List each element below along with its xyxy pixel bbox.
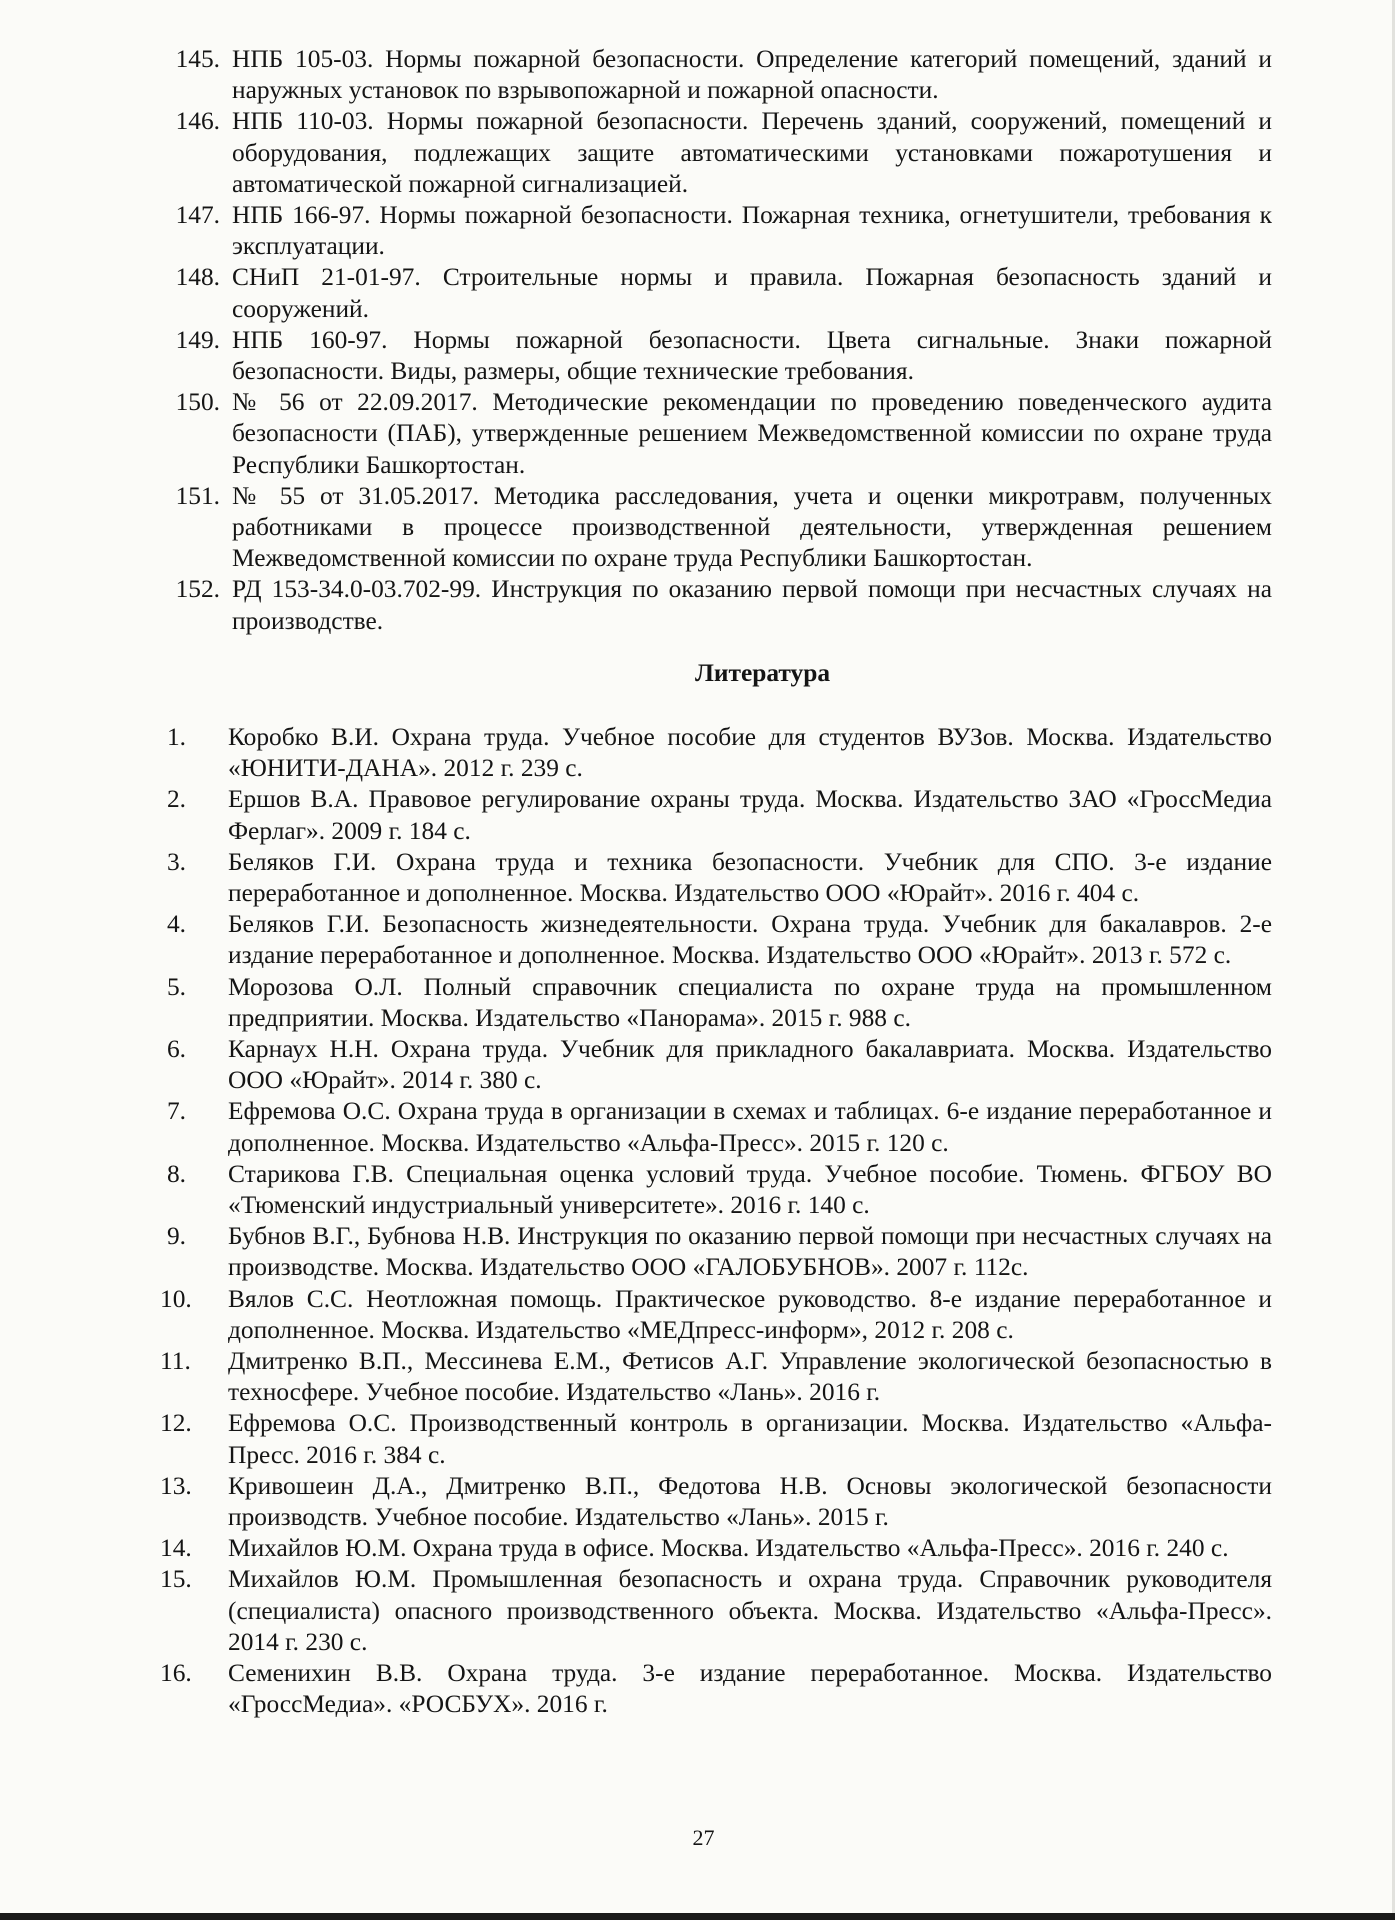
list-item	[160, 909, 1272, 971]
item-text: Семенихин В.В. Охрана труда. 3-е издание переработанное. Москва. Издательство «ГроссМедиа». «РОСБУХ». 2016 г.	[228, 1659, 1272, 1719]
item-number: 151.	[175, 481, 220, 510]
item-text: Ефремова О.С. Охрана труда в организации в схемах и таблицах. 6-е издание переработанное и дополненное. Москва. Издательство «Альфа-Пресс». 2015 г. 120 с.	[228, 1097, 1272, 1157]
list-item	[160, 1221, 1272, 1283]
item-text: Ефремова О.С. Производственный контроль в организации. Москва. Издательство «Альфа-Пресс. 2016 г. 384 с.	[228, 1409, 1272, 1469]
item-number: 3.	[166, 847, 186, 876]
item-text: Карнаух Н.Н. Охрана труда. Учебник для прикладного бакалавриата. Москва. Издательство ООО «Юрайт». 2014 г. 380 с.	[228, 1035, 1272, 1095]
item-number: 12.	[160, 1409, 192, 1438]
list-item	[160, 972, 1272, 1034]
list-item	[160, 1284, 1272, 1346]
item-text: Бубнов В.Г., Бубнова Н.В. Инструкция по оказанию первой помощи при несчастных случаях на производстве. Москва. Издательство ООО «ГАЛОБУБНОВ». 2007 г. 112с.	[228, 1222, 1272, 1282]
item-text: НПБ 105-03. Нормы пожарной безопасности. Определение категорий помещений, зданий и наружных установок по взрывопожарной и пожарной опасности.	[232, 45, 1272, 105]
norms-list	[160, 44, 1272, 637]
scan-edge-bottom	[0, 1913, 1395, 1920]
item-text: Беляков Г.И. Безопасность жизнедеятельности. Охрана труда. Учебник для бакалавров. 2-е издание переработанное и дополненное. Москва. Издательство ООО «Юрайт». 2013 г. 572 с.	[228, 910, 1272, 970]
item-text: РД 153-34.0-03.702-99. Инструкция по оказанию первой помощи при несчастных случаях на производстве.	[232, 575, 1272, 635]
item-text: Коробко В.И. Охрана труда. Учебное пособие для студентов ВУЗов. Москва. Издательство «ЮНИТИ-ДАНА». 2012 г. 239 с.	[228, 723, 1272, 783]
item-number: 2.	[166, 785, 186, 814]
literature-list	[160, 722, 1272, 1721]
item-number: 8.	[166, 1159, 186, 1188]
list-item	[160, 1408, 1272, 1470]
item-number: 4.	[166, 910, 186, 939]
item-number: 149.	[175, 325, 220, 354]
list-item	[160, 574, 1272, 636]
item-number: 146.	[175, 107, 220, 136]
list-item	[160, 481, 1272, 575]
list-item	[160, 1159, 1272, 1221]
item-text: № 56 от 22.09.2017. Методические рекомендации по проведению поведенческого аудита безопасности (ПАБ), утвержденные решением Межведомственной комиссии по охране труда Республики Башкортостан.	[232, 388, 1272, 479]
item-number: 148.	[175, 263, 220, 292]
list-item	[160, 387, 1272, 481]
item-number: 1.	[166, 723, 186, 751]
list-item	[160, 1533, 1272, 1564]
list-item	[160, 44, 1272, 106]
item-number: 5.	[166, 972, 186, 1001]
list-item	[160, 1346, 1272, 1408]
item-text: Кривошеин Д.А., Дмитренко В.П., Федотова Н.В. Основы экологической безопасности производств. Учебное пособие. Издательство «Лань». 2015 г.	[228, 1471, 1272, 1532]
item-text: Морозова О.Л. Полный справочник специалиста по охране труда на промышленном предприятии. Москва. Издательство «Панорама». 2015 г. 988 с.	[228, 972, 1272, 1032]
list-item	[160, 1471, 1272, 1533]
item-text: Михайлов Ю.М. Охрана труда в офисе. Москва. Издательство «Альфа-Пресс». 2016 г. 240 с.	[228, 1534, 1229, 1563]
list-item	[160, 847, 1272, 909]
item-number: 16.	[160, 1659, 192, 1688]
list-item	[160, 106, 1272, 200]
item-number: 11.	[160, 1347, 191, 1376]
item-text: Беляков Г.И. Охрана труда и техника безопасности. Учебник для СПО. 3-е издание переработанное и дополненное. Москва. Издательство ООО «Юрайт». 2016 г. 404 с.	[228, 847, 1272, 908]
item-text: Дмитренко В.П., Мессинева Е.М., Фетисов А.Г. Управление экологической безопасностью в техносфере. Учебное пособие. Издательство «Лань». 2016 г.	[228, 1347, 1272, 1407]
list-item	[160, 325, 1272, 387]
item-number: 150.	[175, 388, 220, 417]
item-number: 6.	[166, 1035, 186, 1064]
list-item	[160, 200, 1272, 262]
section-heading: Литература	[694, 659, 831, 687]
list-item	[160, 1564, 1272, 1658]
item-number: 147.	[175, 201, 220, 230]
page-number: 27	[692, 1825, 715, 1850]
item-number: 9.	[166, 1222, 186, 1251]
item-text: Вялов С.С. Неотложная помощь. Практическое руководство. 8-е издание переработанное и дополненное. Москва. Издательство «МЕДпресс-информ», 2012 г. 208 с.	[228, 1284, 1272, 1344]
item-number: 152.	[175, 575, 220, 604]
item-number: 15.	[160, 1565, 192, 1594]
item-number: 13.	[160, 1471, 192, 1500]
list-item	[160, 784, 1272, 846]
item-text: № 55 от 31.05.2017. Методика расследования, учета и оценки микротравм, полученных работниками в процессе производственной деятельности, утвержденная решением Межведомственной комиссии по охране труда Республики Башкортостан.	[232, 481, 1272, 573]
list-item	[160, 722, 1272, 784]
list-item	[160, 1096, 1272, 1158]
item-number: 14.	[160, 1534, 192, 1563]
item-number: 7.	[166, 1097, 186, 1126]
item-number: 145.	[175, 45, 220, 73]
item-text: НПБ 160-97. Нормы пожарной безопасности. Цвета сигнальные. Знаки пожарной безопасности. Виды, размеры, общие технические требования.	[232, 325, 1272, 386]
list-item	[160, 1034, 1272, 1096]
item-text: Ершов В.А. Правовое регулирование охраны труда. Москва. Издательство ЗАО «ГроссМедиа Ферлаг». 2009 г. 184 с.	[228, 785, 1272, 845]
item-text: Михайлов Ю.М. Промышленная безопасность и охрана труда. Справочник руководителя (специалиста) опасного производственного объекта. Москва. Издательство «Альфа-Пресс». 2014 г. 230 с.	[228, 1565, 1272, 1656]
list-item	[160, 1658, 1272, 1720]
list-item	[160, 262, 1272, 324]
item-text: СНиП 21-01-97. Строительные нормы и правила. Пожарная безопасность зданий и сооружений.	[232, 263, 1272, 323]
item-text: Старикова Г.В. Специальная оценка условий труда. Учебное пособие. Тюмень. ФГБОУ ВО «Тюменский индустриальный университете». 2016 г. 140 с.	[228, 1159, 1272, 1220]
item-text: НПБ 166-97. Нормы пожарной безопасности. Пожарная техника, огнетушители, требования к эксплуатации.	[232, 201, 1272, 261]
item-number: 10.	[160, 1284, 192, 1313]
item-text: НПБ 110-03. Нормы пожарной безопасности. Перечень зданий, сооружений, помещений и оборудования, подлежащих защите автоматическими установками пожаротушения и автоматической пожарной сигнализацией.	[232, 107, 1272, 198]
